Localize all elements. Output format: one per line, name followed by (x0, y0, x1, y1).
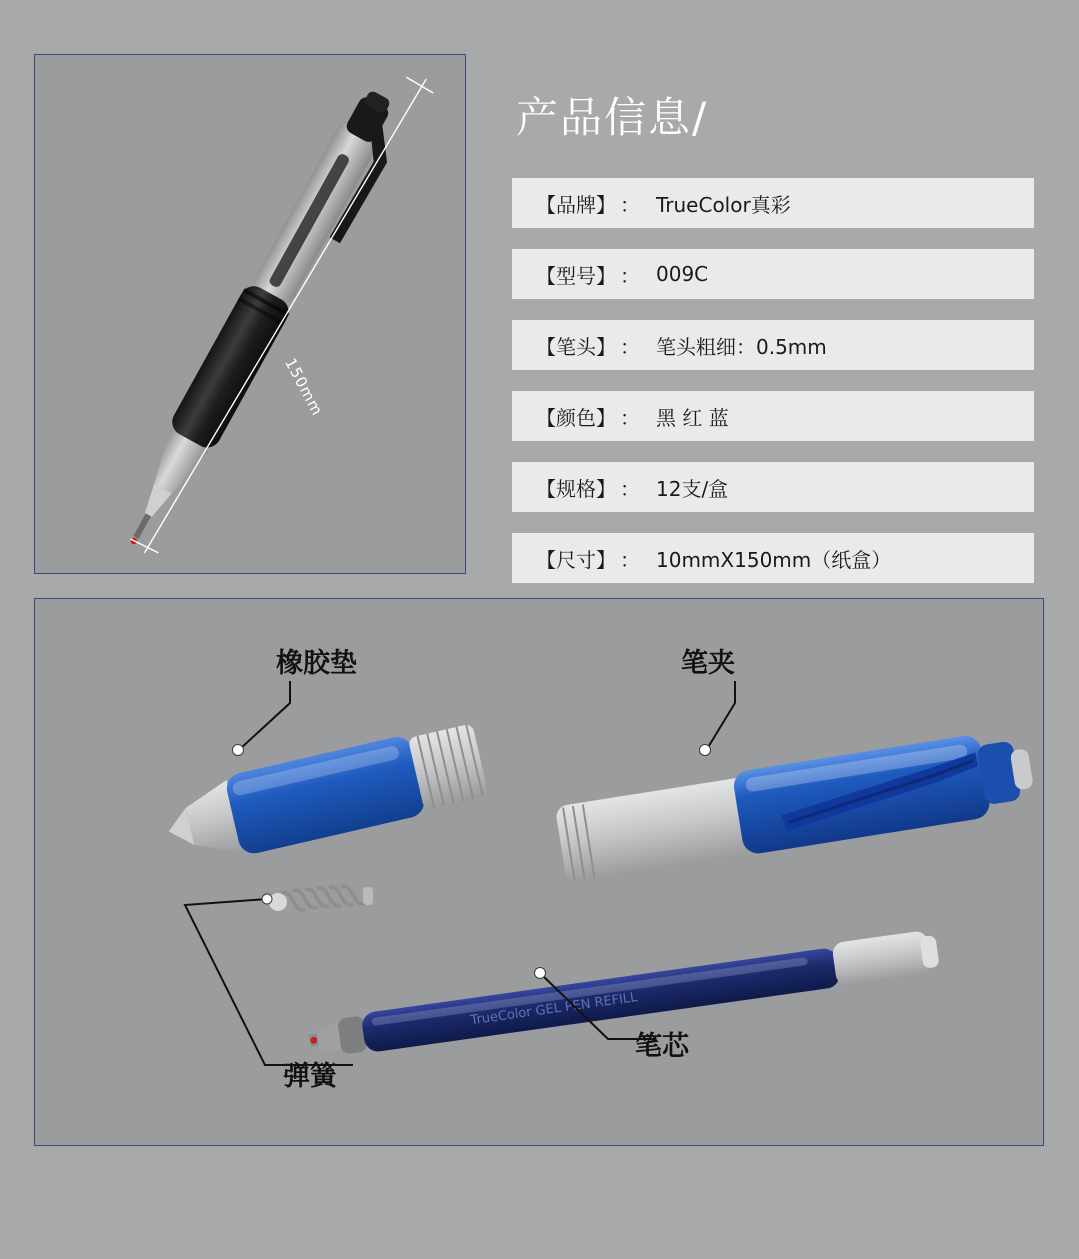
spec-label-size: 【尺寸】 (536, 547, 616, 572)
spec-value-model: 009C (656, 262, 709, 286)
page-title: 产品信息/ (516, 93, 709, 142)
exploded-view-panel (34, 598, 1044, 1146)
spec-row-model (512, 249, 1034, 299)
pen-parts-illustration (35, 599, 1043, 1145)
spec-value-packing: 12支/盒 (656, 476, 729, 501)
spec-sep-brand: ： (620, 192, 640, 217)
spec-label-color: 【颜色】 (536, 405, 616, 430)
spec-value-nib: 笔头粗细：0.5mm (656, 334, 827, 359)
callout-rubber-grip: 橡胶垫 (276, 648, 357, 679)
svg-text:TrueColor GEL PEN REFILL: TrueColor GEL PEN REFILL (469, 990, 639, 1029)
spec-value-size: 10mmX150mm（纸盒） (656, 547, 892, 572)
callout-clip: 笔夹 (681, 648, 735, 679)
spring-part (269, 886, 373, 911)
callout-spring: 弹簧 (283, 1061, 337, 1092)
grip-assembly (159, 719, 489, 871)
spec-sep-size: ： (620, 547, 640, 572)
spec-label-model: 【型号】 (536, 263, 616, 288)
black-pen-illustration (35, 55, 465, 573)
product-photo-panel (34, 54, 466, 574)
spec-label-nib: 【笔头】 (536, 334, 616, 359)
dimension-label: 150mm (281, 355, 327, 419)
spec-sep-packing: ： (620, 476, 640, 501)
spec-row-packing (512, 462, 1034, 512)
spec-list (512, 178, 1034, 604)
spec-sep-color: ： (620, 405, 640, 430)
product-info-section (0, 0, 1079, 590)
spec-sep-nib: ： (620, 334, 640, 359)
spec-sep-model: ： (620, 263, 640, 288)
refill-part (307, 929, 941, 1061)
spec-row-size (512, 533, 1034, 583)
spec-row-brand (512, 178, 1034, 228)
spec-label-brand: 【品牌】 (536, 192, 616, 217)
spec-row-nib (512, 320, 1034, 370)
callout-refill: 笔芯 (635, 1031, 689, 1062)
barrel-assembly (554, 726, 1037, 883)
spec-label-packing: 【规格】 (536, 476, 616, 501)
spec-value-brand: TrueColor真彩 (656, 192, 791, 217)
spec-row-color (512, 391, 1034, 441)
spec-value-color: 黑 红 蓝 (656, 405, 729, 430)
